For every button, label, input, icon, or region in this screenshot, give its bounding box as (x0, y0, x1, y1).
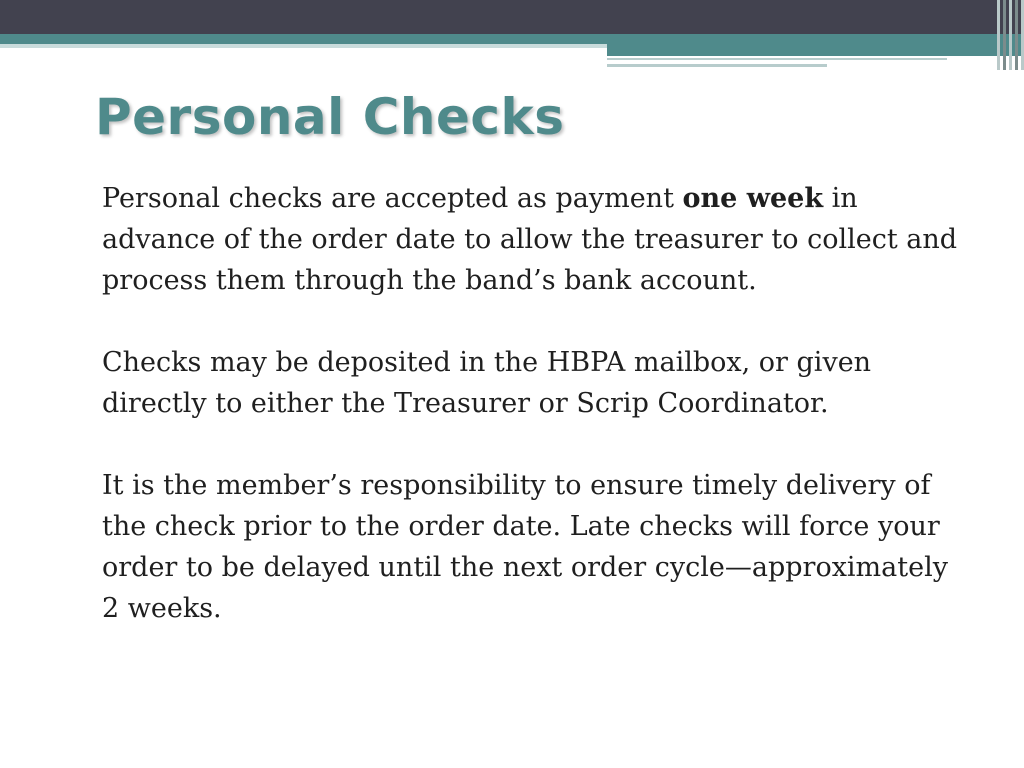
decor-stripes (994, 0, 1024, 70)
decor-stripe (1009, 0, 1012, 70)
slide-body (102, 178, 962, 629)
decor-stripe (1003, 0, 1006, 70)
top-banner (0, 0, 1024, 34)
paragraph-text: Personal checks are accepted as payment (102, 183, 683, 214)
top-accent-band (0, 34, 1024, 44)
paragraph-deposit-locations: Checks may be deposited in the HBPA mailbox, or given directly to either the Treasurer or Scrip Coordinator. (102, 347, 872, 419)
paragraph-text: in advance of the order date to allow the treasurer to collect and process them through the band’s bank account. (102, 183, 958, 296)
emphasis-one-week: one week (682, 183, 824, 214)
decor-stripe (1015, 0, 1018, 70)
slide-title: Personal Checks (95, 88, 565, 146)
decor-line-lower (607, 64, 827, 67)
decor-line-upper (607, 58, 947, 60)
paragraph-member-responsibility: It is the member’s responsibility to ensure timely delivery of the check prior to the order date. Late checks will force your order to be delayed until the next order cycle—approximately 2 weeks. (102, 470, 948, 624)
accent-band-right (607, 44, 1024, 56)
paragraph-payment-timing (102, 178, 962, 301)
decor-stripe (997, 0, 1000, 70)
